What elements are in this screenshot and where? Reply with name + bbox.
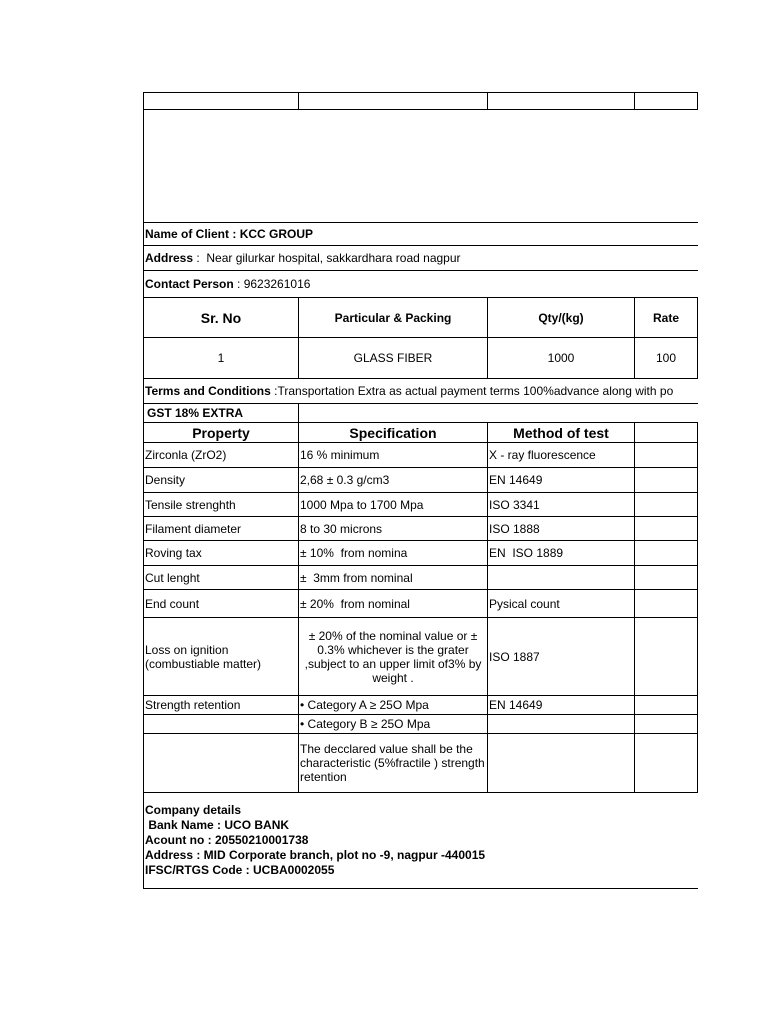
spec-property: [145, 618, 297, 695]
grid-line: [697, 297, 698, 379]
grid-line: [143, 92, 144, 889]
spec-method: ISO 1888: [489, 521, 540, 536]
terms-label: Terms and Conditions: [145, 384, 271, 398]
spec-value: 16 % minimum: [300, 448, 380, 462]
spec-property: Strength retention: [145, 698, 241, 712]
spec-property: [145, 715, 297, 733]
header-method: Method of test: [513, 424, 609, 441]
client-address-row: [145, 246, 695, 270]
terms-value: :Transportation Extra as actual payment terms 100%advance along with po: [270, 384, 674, 398]
company-heading: Company details: [145, 803, 242, 817]
address-value: : Near gilurkar hospital, sakkardhara road nagpur: [193, 251, 461, 265]
grid-line: [143, 109, 698, 110]
spec-value: • Category B ≥ 25O Mpa: [300, 717, 431, 731]
spec-method: Pysical count: [489, 596, 560, 611]
spec-value-text: ± 20% of the nominal value or ± 0.3% whichever is the grater ,subject to an upper limit of3% by weight .: [304, 628, 482, 685]
spec-method: EN 14649: [489, 698, 543, 712]
order-particular: GLASS FIBER: [353, 351, 433, 365]
spec-method: [489, 715, 633, 733]
spec-property: [145, 734, 297, 792]
spec-property: Density: [145, 473, 186, 487]
spec-value: [300, 734, 486, 792]
spec-property: End count: [145, 596, 200, 611]
grid-line: [143, 792, 698, 793]
header-sr-no: Sr. No: [200, 309, 242, 326]
spec-property-text: Loss on ignition (combustiable matter): [145, 642, 262, 671]
spec-method: X - ray fluorescence: [489, 448, 596, 462]
order-rate: 100: [655, 351, 677, 365]
grid-line: [143, 888, 698, 889]
spec-value: • Category A ≥ 25O Mpa: [300, 698, 429, 712]
spec-property: Tensile strenghth: [145, 497, 236, 512]
spec-method: [489, 734, 633, 792]
header-particular: Particular & Packing: [334, 310, 452, 325]
header-rate: Rate: [652, 310, 679, 325]
grid-line: [697, 422, 698, 793]
contact-label: Contact Person: [145, 277, 234, 291]
terms-row: [145, 379, 697, 403]
contact-person-row: [145, 271, 695, 297]
spec-property: Zirconla (ZrO2): [145, 448, 227, 462]
client-name-row: [145, 223, 695, 245]
gst-note: GST 18% EXTRA: [147, 406, 244, 420]
grid-line: [298, 92, 299, 110]
header-specification: Specification: [349, 424, 437, 441]
spec-value: ± 20% from nominal: [300, 596, 410, 611]
spec-method: EN 14649: [489, 473, 543, 487]
bank-address: Address : MID Corporate branch, plot no -9, nagpur -440015: [145, 848, 486, 862]
client-name-label: Name of Client :: [145, 227, 240, 241]
grid-line: [298, 403, 299, 423]
grid-line: [298, 422, 299, 793]
grid-line: [487, 92, 488, 110]
grid-line: [697, 92, 698, 110]
grid-line: [487, 422, 488, 793]
spec-value-text: The decclared value shall be the characteristic (5%fractile ) strength retention: [300, 742, 485, 784]
spec-value: 8 to 30 microns: [300, 521, 383, 536]
spec-value: [300, 618, 486, 695]
spec-method: EN ISO 1889: [489, 546, 564, 560]
contact-value: : 9623261016: [233, 277, 311, 291]
ifsc-code: IFSC/RTGS Code : UCBA0002055: [145, 863, 335, 877]
spec-method: [489, 566, 633, 589]
bank-name: Bank Name : UCO BANK: [145, 818, 290, 832]
client-name-value: KCC GROUP: [239, 227, 314, 241]
spec-property: Roving tax: [145, 546, 202, 560]
spec-value: ± 3mm from nominal: [300, 570, 413, 585]
spec-value: ± 10% from nomina: [300, 546, 408, 560]
spec-property: Cut lenght: [145, 570, 200, 585]
company-details: [145, 803, 695, 879]
address-label: Address: [145, 251, 194, 265]
grid-line: [634, 422, 635, 793]
header-property: Property: [192, 424, 250, 441]
spec-value: 2,68 ± 0.3 g/cm3: [300, 473, 390, 487]
order-qty: 1000: [547, 351, 575, 365]
account-number: Acount no : 20550210001738: [145, 833, 309, 847]
spec-property: Filament diameter: [145, 521, 242, 536]
grid-line: [634, 92, 635, 110]
order-sr-no: 1: [217, 351, 225, 365]
spec-method: ISO 3341: [489, 497, 540, 512]
header-qty: Qty/(kg): [538, 310, 584, 325]
spec-value: 1000 Mpa to 1700 Mpa: [300, 497, 424, 512]
grid-line: [143, 92, 698, 93]
spec-method: ISO 1887: [489, 649, 540, 664]
